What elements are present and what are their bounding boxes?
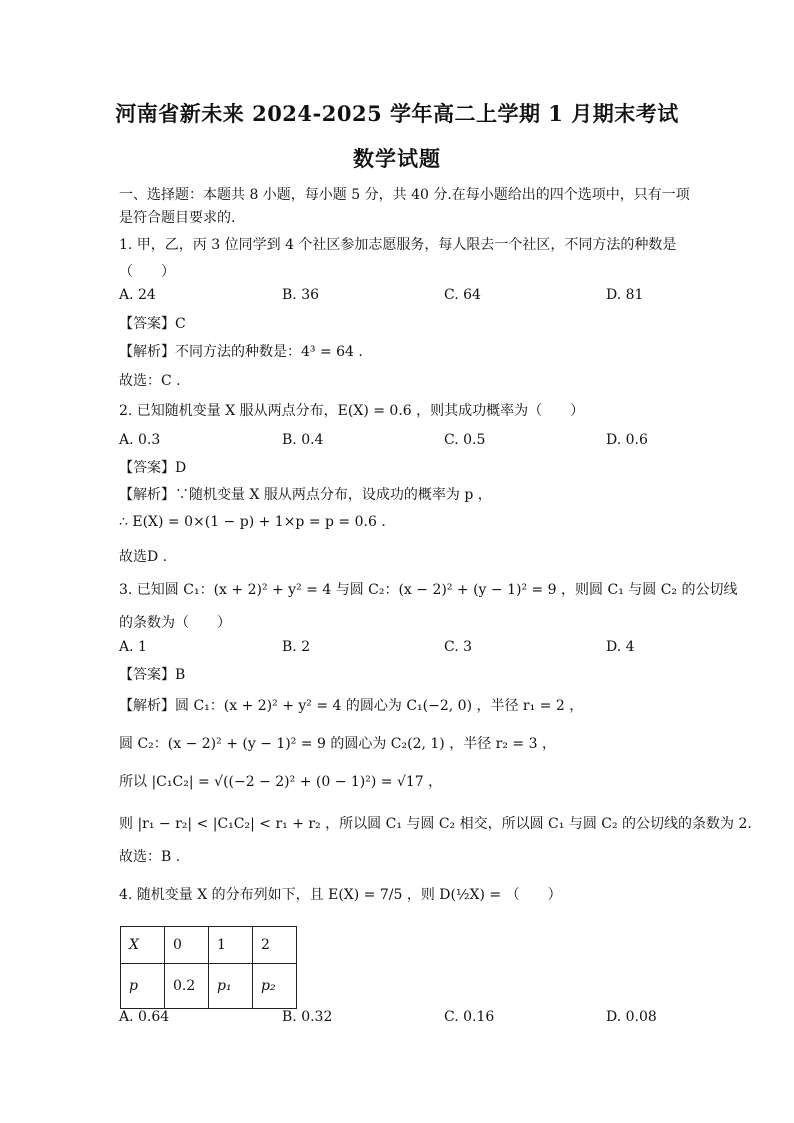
table-cell: 0.2 <box>165 964 209 1009</box>
q1-options <box>119 287 679 307</box>
q2-stem: 2. 已知随机变量 X 服从两点分布，E(X) = 0.6 ，则其成功概率为（ ） <box>119 403 585 419</box>
q4-option-a: A. 0.64 <box>119 1009 170 1025</box>
q3-stem: 3. 已知圆 C₁：(x + 2)² + y² = 4 与圆 C₂：(x − 2)² + (y − 1)² = 9 ，则圆 C₁ 与圆 C₂ 的公切线 <box>119 582 738 598</box>
q3-option-d: D. 4 <box>606 639 635 655</box>
q2-option-a: A. 0.3 <box>119 432 161 448</box>
distribution-table <box>120 926 297 1009</box>
q1-analysis: 【解析】不同方法的种数是：4³ = 64 . <box>119 344 363 360</box>
q3-answer: 【答案】B <box>119 667 186 683</box>
q3-analysis-3: 所以 |C₁C₂| = √((−2 − 2)² + (0 − 1)²) = √17 ， <box>119 774 443 790</box>
q4-option-c: C. 0.16 <box>444 1009 495 1025</box>
q4-options <box>119 1009 679 1029</box>
q3-option-c: C. 3 <box>444 639 473 655</box>
q1-stem: 1. 甲，乙，丙 3 位同学到 4 个社区参加志愿服务，每人限去一个社区，不同方法的种数是 <box>119 237 677 253</box>
q2-option-b: B. 0.4 <box>282 432 324 448</box>
table-cell: 0 <box>165 927 209 964</box>
q3-option-b: B. 2 <box>282 639 311 655</box>
q1-option-b: B. 36 <box>282 287 320 303</box>
q1-answer: 【答案】C <box>119 316 186 332</box>
table-cell: p₁ <box>209 964 253 1009</box>
q2-formula: ∴ E(X) = 0×(1 − p) + 1×p = p = 0.6 . <box>119 514 386 530</box>
table-cell: 2 <box>253 927 297 964</box>
q3-option-a: A. 1 <box>119 639 147 655</box>
q1-conclusion: 故选：C . <box>119 373 181 389</box>
q4-option-d: D. 0.08 <box>606 1009 657 1025</box>
table-row <box>121 964 297 1009</box>
q3-analysis-2: 圆 C₂：(x − 2)² + (y − 1)² = 9 的圆心为 C₂(2, 1) ，半径 r₂ = 3 ， <box>119 736 556 752</box>
q1-option-a: A. 24 <box>119 287 156 303</box>
table-cell: X <box>121 927 165 964</box>
q2-answer: 【答案】D <box>119 460 187 476</box>
q2-analysis: 【解析】∵随机变量 X 服从两点分布，设成功的概率为 p ， <box>119 487 492 503</box>
q4-option-b: B. 0.32 <box>282 1009 333 1025</box>
q2-conclusion: 故选D . <box>119 549 168 565</box>
table-cell: p₂ <box>253 964 297 1009</box>
table-cell: 1 <box>209 927 253 964</box>
section-instruction: 一、选择题：本题共 8 小题，每小题 5 分，共 40 分.在每小题给出的四个选项中，只有一项 <box>119 187 690 203</box>
q3-stem-cont: 的条数为（ ） <box>119 615 231 631</box>
q2-option-d: D. 0.6 <box>606 432 648 448</box>
q1-stem-bracket: （ ） <box>119 264 175 280</box>
q2-option-c: C. 0.5 <box>444 432 486 448</box>
section-instruction-cont: 是符合题目要求的. <box>119 210 236 226</box>
q2-options <box>119 432 679 452</box>
q4-stem: 4. 随机变量 X 的分布列如下，且 E(X) = 7/5 ，则 D(½X) = （ ） <box>119 887 562 903</box>
q3-analysis-4: 则 |r₁ − r₂| < |C₁C₂| < r₁ + r₂ ，所以圆 C₁ 与圆 C₂ 相交，所以圆 C₁ 与圆 C₂ 的公切线的条数为 2. <box>119 816 752 832</box>
table-row <box>121 927 297 964</box>
q1-option-d: D. 81 <box>606 287 644 303</box>
q3-analysis-1: 【解析】圆 C₁：(x + 2)² + y² = 4 的圆心为 C₁(−2, 0) ，半径 r₁ = 2 ， <box>119 698 584 714</box>
q3-conclusion: 故选：B . <box>119 849 181 865</box>
table-cell: p <box>121 964 165 1009</box>
q1-option-c: C. 64 <box>444 287 481 303</box>
page-subtitle: 数学试题 <box>353 146 441 171</box>
page-title: 河南省新未来 2024-2025 学年高二上学期 1 月期末考试 <box>115 101 679 126</box>
q3-options <box>119 639 679 659</box>
